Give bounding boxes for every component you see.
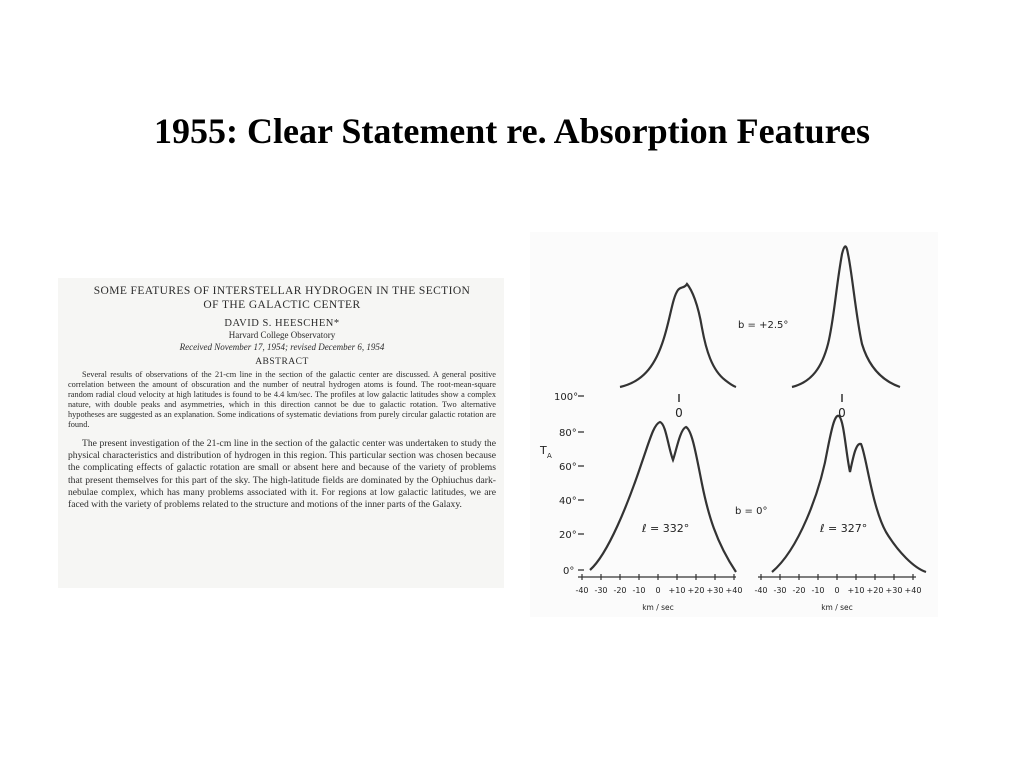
svg-text:0: 0 bbox=[675, 406, 683, 420]
y-tick-60: 60° bbox=[559, 462, 577, 473]
paper-body-text: The present investigation of the 21-cm line in the section of the galactic center was undertaken to study the physical characteristics and distribution of hydrogen in this region. This particular section was chosen because the complicating effects of galactic rotation are small or absent here and because of the variety of problems that present themselves for this part of the sky. The high-latitude fields are dominated by the Ophiuchus dark-nebulae complex, which has many problems associated with it. For regions at low galactic latitudes, we are faced with the variety of problems related to the structure and motions of the inner parts of the Galaxy. bbox=[68, 438, 496, 511]
y-axis-label-subscript: A bbox=[547, 452, 552, 460]
upper-b-label: b = +2.5° bbox=[738, 320, 789, 331]
left-x-tick-p40: +40 bbox=[725, 586, 743, 595]
right-x-tick-p40: +40 bbox=[904, 586, 922, 595]
svg-text:0: 0 bbox=[838, 406, 846, 420]
left-x-tick-p30: +30 bbox=[706, 586, 724, 595]
slide-title: 1955: Clear Statement re. Absorption Features bbox=[154, 111, 870, 151]
left-longitude-label: ℓ = 332° bbox=[642, 522, 690, 535]
left-x-tick-0: 0 bbox=[655, 586, 661, 595]
abstract-body: Several results of observations of the 21-cm line in the section of the galactic center are discussed. A general positive correlation between the amount of obscuration and the number of neutral hydrogen atoms is found. The root-mean-square random radial cloud velocity at high latitudes is found to be 4.4 km/sec. The profiles at low galactic latitudes show a complex nature, with double peaks and asymmetries, which in this direction cannot be due to galactic rotation. Two alternative hypotheses are suggested as an explanation. Some indications of systematic deviations from purely circular galactic rotation are found. bbox=[68, 370, 496, 429]
lower-b-label: b = 0° bbox=[735, 506, 768, 517]
right-longitude-label: ℓ = 327° bbox=[820, 522, 868, 535]
left-x-axis bbox=[575, 574, 742, 612]
right-x-tick-p20: +20 bbox=[866, 586, 884, 595]
paper-affiliation: Harvard College Observatory bbox=[228, 330, 336, 340]
y-tick-0: 0° bbox=[563, 566, 575, 577]
left-x-tick-m20: -20 bbox=[613, 586, 627, 595]
upper-right-profile-curve bbox=[792, 246, 900, 387]
right-x-tick-m10: -10 bbox=[811, 586, 825, 595]
right-x-tick-m30: -30 bbox=[773, 586, 787, 595]
left-x-tick-m10: -10 bbox=[632, 586, 646, 595]
y-axis-label: T bbox=[540, 444, 547, 457]
paper-title: SOME FEATURES OF INTERSTELLAR HYDROGEN IN THE SECTION OF THE GALACTIC CENTER bbox=[93, 285, 471, 311]
abstract-heading: ABSTRACT bbox=[255, 357, 309, 367]
lower-left-profile-curve bbox=[590, 422, 736, 572]
right-x-tick-m20: -20 bbox=[792, 586, 806, 595]
paper-excerpt bbox=[58, 278, 504, 588]
left-x-axis-label: km / sec bbox=[642, 603, 674, 612]
right-x-axis bbox=[754, 574, 921, 612]
right-x-axis-label: km / sec bbox=[821, 603, 853, 612]
upper-left-profile-curve bbox=[620, 284, 736, 387]
right-x-tick-p30: +30 bbox=[885, 586, 903, 595]
paper-received-date: Received November 17, 1954; revised December 6, 1954 bbox=[179, 342, 385, 352]
lower-right-profile-curve bbox=[772, 416, 926, 572]
left-x-tick-p20: +20 bbox=[687, 586, 705, 595]
left-x-tick-m30: -30 bbox=[594, 586, 608, 595]
right-x-tick-p10: +10 bbox=[847, 586, 865, 595]
left-x-tick-p10: +10 bbox=[668, 586, 686, 595]
y-tick-20: 20° bbox=[559, 530, 577, 541]
y-tick-40: 40° bbox=[559, 496, 577, 507]
upper-left-zero-marker bbox=[675, 394, 683, 420]
paper-author: DAVID S. HEESCHEN* bbox=[224, 318, 340, 329]
right-x-tick-m40: -40 bbox=[754, 586, 768, 595]
right-x-tick-0: 0 bbox=[834, 586, 840, 595]
y-tick-80: 80° bbox=[559, 428, 577, 439]
profile-plot bbox=[530, 232, 938, 617]
y-tick-100: 100° bbox=[554, 392, 579, 403]
left-x-tick-m40: -40 bbox=[575, 586, 589, 595]
y-axis-ticks bbox=[554, 392, 584, 577]
upper-right-zero-marker bbox=[838, 394, 846, 420]
hydrogen-profile-figure bbox=[530, 232, 938, 617]
